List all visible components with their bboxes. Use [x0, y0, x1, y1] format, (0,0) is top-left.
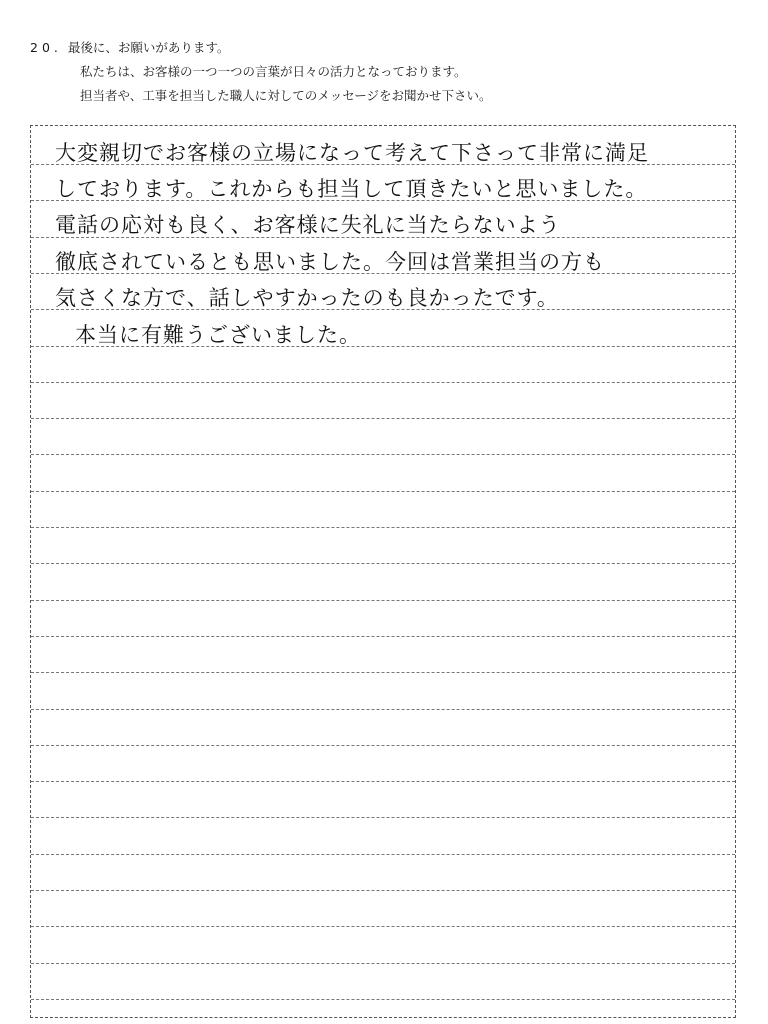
handwritten-line-2: しております。これからも担当して頂きたいと思いました。: [55, 177, 648, 201]
ruled-line: [31, 491, 735, 492]
ruled-line: [31, 636, 735, 637]
ruled-line: [31, 527, 735, 528]
ruled-line: [31, 926, 735, 927]
ruled-line: [31, 854, 735, 855]
question-title: 最後に、お願いがあります。: [67, 40, 230, 55]
ruled-line: [31, 781, 735, 782]
ruled-line: [31, 890, 735, 891]
ruled-line: [31, 672, 735, 673]
ruled-line: [31, 382, 735, 383]
ruled-line: [31, 309, 735, 310]
ruled-line: [31, 273, 735, 274]
ruled-line: [31, 164, 735, 165]
handwritten-line-4: 徹底されているとも思いました。今回は営業担当の方も: [55, 250, 605, 274]
handwritten-line-6: 本当に有難うございました。: [75, 323, 361, 347]
ruled-line: [31, 346, 735, 347]
question-heading: [30, 40, 750, 56]
ruled-line: [31, 600, 735, 601]
ruled-line: [31, 999, 735, 1000]
ruled-line: [31, 563, 735, 564]
answer-box: [30, 125, 736, 1018]
handwritten-line-5: 気さくな方で、話しやすかったのも良かったです。: [55, 286, 559, 310]
handwritten-line-3: 電話の応対も良く、お客様に失礼に当たらないよう: [55, 213, 561, 237]
ruled-line: [31, 709, 735, 710]
question-text-line-2: 担当者や、工事を担当した職人に対してのメッセージをお聞かせ下さい。: [80, 88, 492, 103]
question-text-line-1: 私たちは、お客様の一つ一つの言葉が日々の活力となっております。: [80, 64, 467, 79]
question-number: 20.: [30, 40, 62, 55]
ruled-line: [31, 237, 735, 238]
ruled-line: [31, 200, 735, 201]
ruled-line: [31, 454, 735, 455]
ruled-line: [31, 817, 735, 818]
ruled-line: [31, 745, 735, 746]
ruled-line: [31, 963, 735, 964]
ruled-line: [31, 418, 735, 419]
question-block: [30, 40, 750, 112]
handwritten-line-1: 大変親切でお客様の立場になって考えて下さって非常に満足: [55, 141, 649, 165]
